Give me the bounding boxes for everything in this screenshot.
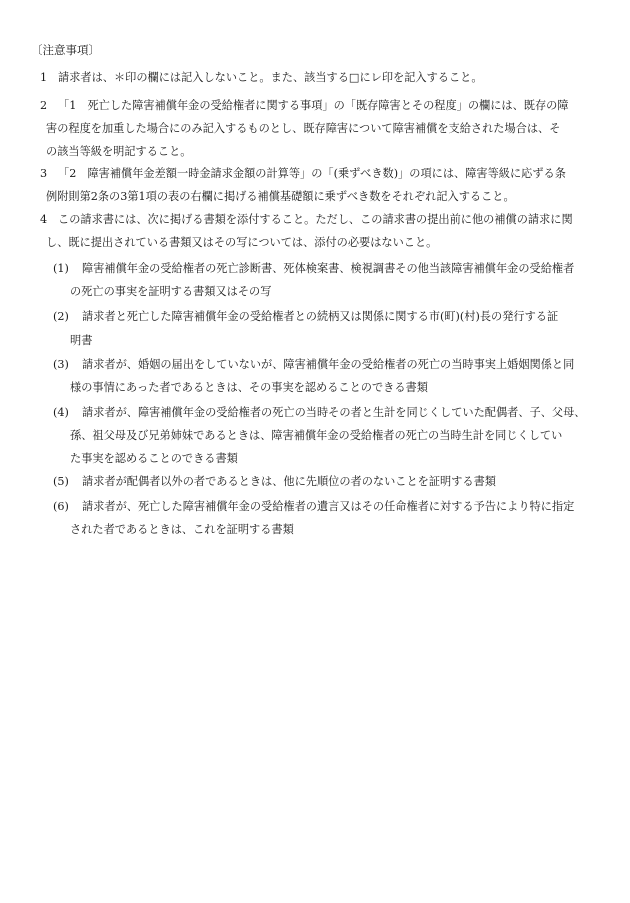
subitem-text-line: 孫、祖父母及び兄弟姉妹であるときは、障害補償年金の受給権者の死亡の当時生計を同じくしてい: [70, 429, 563, 442]
item-number: 1: [40, 71, 48, 84]
subitem-text-line: 請求者が、死亡した障害補償年金の受給権者の遺言又はその任命権者に対する予告により特に指定: [82, 500, 575, 513]
item-number: 4: [40, 213, 48, 226]
subitem-number: (1): [53, 262, 69, 275]
item-text-line: 「2 障害補償年金差額一時金請求金額の計算等」の「(乗ずべき数)」の項には、障害等級に応ずる条: [58, 167, 566, 180]
notes-heading: 〔注意事項〕: [31, 43, 100, 57]
subitem-text-line: された者であるときは、これを証明する書類: [70, 523, 294, 536]
subitem-number: (4): [53, 406, 69, 419]
item-text-line: の該当等級を明記すること。: [46, 145, 192, 158]
subitem-text-line: た事実を認めることのできる書類: [70, 452, 238, 465]
item-text-line: 例附則第2条の3第1項の表の右欄に掲げる補償基礎額に乗ずべき数をそれぞれ記入すること。: [46, 190, 515, 203]
subitem-text-line: 様の事情にあった者であるときは、その事実を認めることのできる書類: [70, 381, 428, 394]
subitem-text-line: 請求者が、婚姻の届出をしていないが、障害補償年金の受給権者の死亡の当時事実上婚姻関係と同: [82, 358, 575, 371]
item-text-line: この請求書には、次に掲げる書類を添付すること。ただし、この請求書の提出前に他の補償の請求に関: [58, 213, 573, 226]
subitem-number: (2): [53, 310, 69, 323]
item-text-line: 害の程度を加重した場合にのみ記入するものとし、既存障害について障害補償を支給された場合は、そ: [46, 122, 561, 135]
subitem-text-line: 請求者が、障害補償年金の受給権者の死亡の当時その者と生計を同じくしていた配偶者、子、父母、: [82, 406, 586, 419]
subitem-text-line: 請求者と死亡した障害補償年金の受給権者との続柄又は関係に関する市(町)(村)長の発行する証: [82, 310, 559, 323]
item-text-line: し、既に提出されている書類又はその写については、添付の必要はないこと。: [46, 236, 438, 249]
subitem-number: (6): [53, 500, 69, 513]
subitem-text-line: 障害補償年金の受給権者の死亡診断書、死体検案書、検視調書その他当該障害補償年金の受給権者: [82, 262, 575, 275]
subitem-number: (3): [53, 358, 69, 371]
subitem-number: (5): [53, 475, 69, 488]
item-text-line: 「1 死亡した障害補償年金の受給権者に関する事項」の「既存障害とその程度」の欄には、既存の障: [58, 99, 569, 112]
subitem-text-line: 明書: [70, 334, 93, 347]
subitem-text-line: の死亡の事実を証明する書類又はその写: [70, 285, 272, 298]
subitem-text-line: 請求者が配偶者以外の者であるときは、他に先順位の者のないことを証明する書類: [82, 475, 496, 488]
item-number: 2: [40, 99, 48, 112]
item-number: 3: [40, 167, 48, 180]
item-text-line: 請求者は、＊印の欄には記入しないこと。また、該当する□にレ印を記入すること。: [58, 71, 483, 84]
